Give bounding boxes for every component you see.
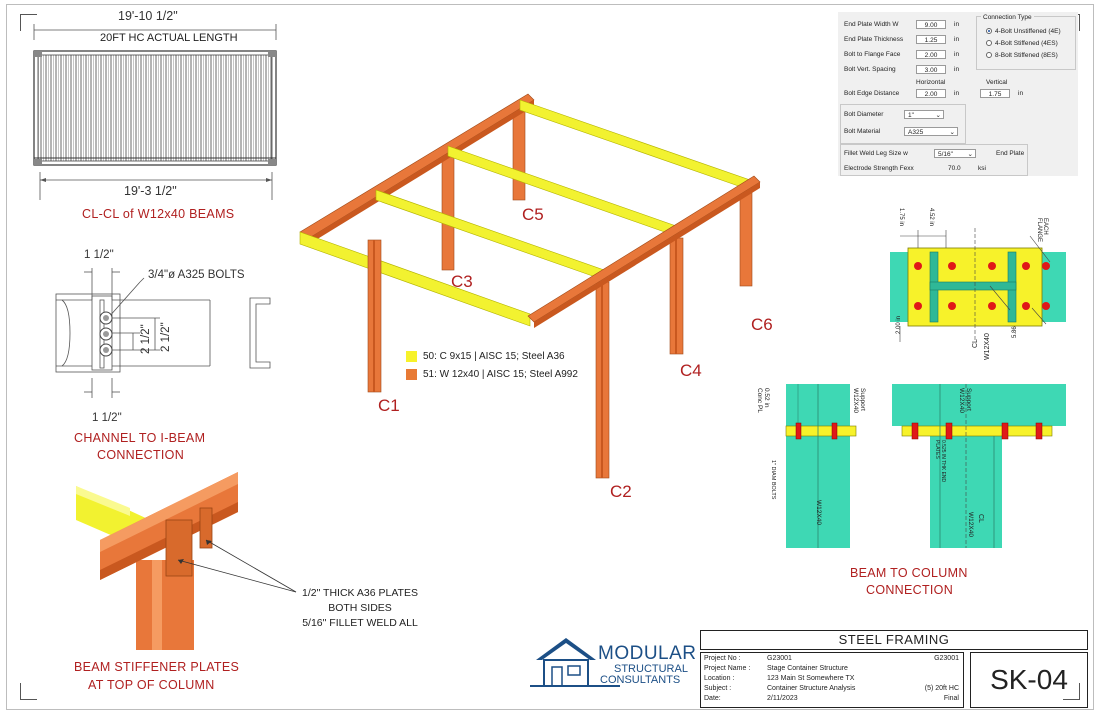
container-elevation [34,24,276,200]
project-no-right: G23001 [934,655,959,662]
container-beam-dim: 19'-3 1/2" [124,184,177,198]
legend-beam: 51: W 12x40 | AISC 15; Steel A992 [423,369,578,380]
date: 2/11/2023 [767,695,798,702]
electrode-value: 70.0 [948,165,961,172]
bolt-to-flange-input[interactable]: 2.00 [916,50,946,59]
beam-column-caption-1: BEAM TO COLUMN [850,566,968,580]
container-title: 20FT HC ACTUAL LENGTH [100,32,238,44]
end-plate-thickness-input[interactable]: 1.25 [916,35,946,44]
stiffener-caption-1: BEAM STIFFENER PLATES [74,660,240,674]
bolt-vert-spacing-label: Bolt Vert. Spacing [844,66,896,73]
sheet-number: SK-04 [970,652,1088,708]
front-note-label: 0.525 IN THK END PLATES [934,440,946,483]
bolt-edge-h-input[interactable]: 2.00 [916,89,946,98]
container-caption: CL-CL of W12x40 BEAMS [82,207,235,221]
radio-8es[interactable] [986,52,992,58]
bolt-diameter-select[interactable] [904,110,944,119]
bolt-vert-spacing-input[interactable]: 3.00 [916,65,946,74]
unit-label: in [954,90,960,97]
electrode-label: Electrode Strength Fexx [844,165,914,172]
bolt-diameter-value: 1" [908,112,914,119]
bolt-material-label: Bolt Material [844,128,881,135]
location-label: Location : [704,675,735,682]
legend-swatch-beam [406,369,417,380]
container-overall-dim: 19'-10 1/2" [118,9,178,23]
column-label-c1: C1 [378,396,400,415]
bolt-group [840,104,966,144]
channel-dim-bottom: 1 1/2" [92,412,122,424]
radio-8es-label: 8-Bolt Stiffened (8ES) [995,52,1058,59]
front-member-label: W12X40 [967,512,974,537]
stiffener-note-line-2: BOTH SIDES [328,602,392,614]
side-bolts-label: 1" DIAM BOLTS [770,460,776,500]
stiffener-note-line-3: 5/16" FILLET WELD ALL [302,617,418,629]
subject: Container Structure Analysis [767,685,856,692]
side-support-label: Support W12X40 [852,388,866,413]
status: Final [943,695,959,702]
steel-frame-3d [300,94,760,478]
beam-column-front [892,384,1066,548]
bolt-note: 3/4"ø A325 BOLTS [148,269,245,281]
endplate-bottom-dim: 2.00 in [896,315,902,334]
channel-caption-1: CHANNEL TO I-BEAM [74,431,206,445]
fillet-weld-select[interactable] [934,149,976,158]
channel-dim-top: 1 1/2" [84,249,114,261]
sheet-title: STEEL FRAMING [700,630,1088,650]
side-plate-label: 0.52 in Conc PL [756,388,770,413]
unit-label: in [1018,90,1024,97]
end-plate-thickness-label: End Plate Thickness [844,36,904,43]
connection-type-label: Connection Type [983,14,1032,21]
logo-line-2: STRUCTURAL [614,663,688,675]
radio-4e-label: 4-Bolt Unstiffened (4E) [995,28,1061,35]
legend-channel: 50: C 9x15 | AISC 15; Steel A36 [423,351,565,362]
front-cl-label: CL [977,514,984,523]
channel-bolts [100,312,112,356]
bolt-diameter-label: Bolt Diameter [844,111,884,118]
subject-right: (5) 20ft HC [924,685,959,692]
end-plate-width-label: End Plate Width W [844,21,899,28]
legend-swatch-channel [406,351,417,362]
project-name: Stage Container Structure [767,665,848,672]
location: 123 Main St Somewhere TX [767,675,855,682]
column-label-c3: C3 [451,272,473,291]
project-no: G23001 [767,655,792,662]
column-label-c2: C2 [610,482,632,501]
chevron-down-icon: ⌄ [967,151,973,158]
end-plate-width-input[interactable]: 9.00 [916,20,946,29]
column-label-c4: C4 [680,361,702,380]
endplate-member: W12X40 [984,333,991,360]
front-support-label: Support W12X40 [958,388,972,413]
end-plate-label: End Plate [996,150,1025,157]
radio-4es-label: 4-Bolt Stiffened (4ES) [995,40,1058,47]
endplate-dim-b: 4.52 in [928,208,934,227]
side-member-label: W12X40 [815,500,822,525]
endplate-bottom-right: 5.86 [1012,326,1018,338]
logo-line-3: CONSULTANTS [600,674,681,686]
date-label: Date: [704,695,721,702]
fillet-weld-value: 5/16" [938,151,953,158]
stiffener-note-line-1: 1/2" THICK A36 PLATES [302,587,418,599]
vertical-label: Vertical [986,79,1008,86]
bolt-material-value: A325 [908,129,924,136]
stiffener-caption-2: AT TOP OF COLUMN [88,678,215,692]
chevron-down-icon: ⌄ [935,112,941,119]
endplate-cl: CL [972,339,979,348]
endplate-dim-a: 1.75 in [898,208,904,227]
project-name-label: Project Name : [704,665,751,672]
project-no-label: Project No : [704,655,741,662]
project-info [700,652,964,708]
radio-4es[interactable] [986,40,992,46]
radio-4e[interactable] [986,28,992,34]
unit-label: in [954,66,960,73]
bolt-material-select[interactable] [904,127,958,136]
channel-dim-a: 2 1/2" [140,324,152,354]
horizontal-label: Horizontal [916,79,946,86]
title-block [700,630,1088,706]
unit-label: in [954,21,960,28]
bolt-edge-label: Bolt Edge Distance [844,90,900,97]
bolt-edge-v-input[interactable]: 1.75 [980,89,1010,98]
column-label-c6: C6 [751,315,773,334]
bolt-to-flange-label: Bolt to Flange Face [844,51,901,58]
channel-dim-b: 2 1/2" [160,322,172,352]
column-label-c5: C5 [522,205,544,224]
subject-label: Subject : [704,685,732,692]
ksi-unit: ksi [978,165,986,172]
each-flange-label: EACH FLANGE [1036,218,1048,243]
chevron-down-icon: ⌄ [949,129,955,136]
beam-column-caption-2: CONNECTION [866,583,954,597]
fillet-weld-label: Fillet Weld Leg Size w [844,150,908,157]
logo-line-1: MODULAR [598,643,697,664]
stiffener-render [76,472,296,650]
stiffener-note [296,586,424,631]
unit-label: in [954,36,960,43]
channel-caption-2: CONNECTION [97,448,185,462]
connection-properties-panel [838,12,1078,176]
unit-label: in [954,51,960,58]
